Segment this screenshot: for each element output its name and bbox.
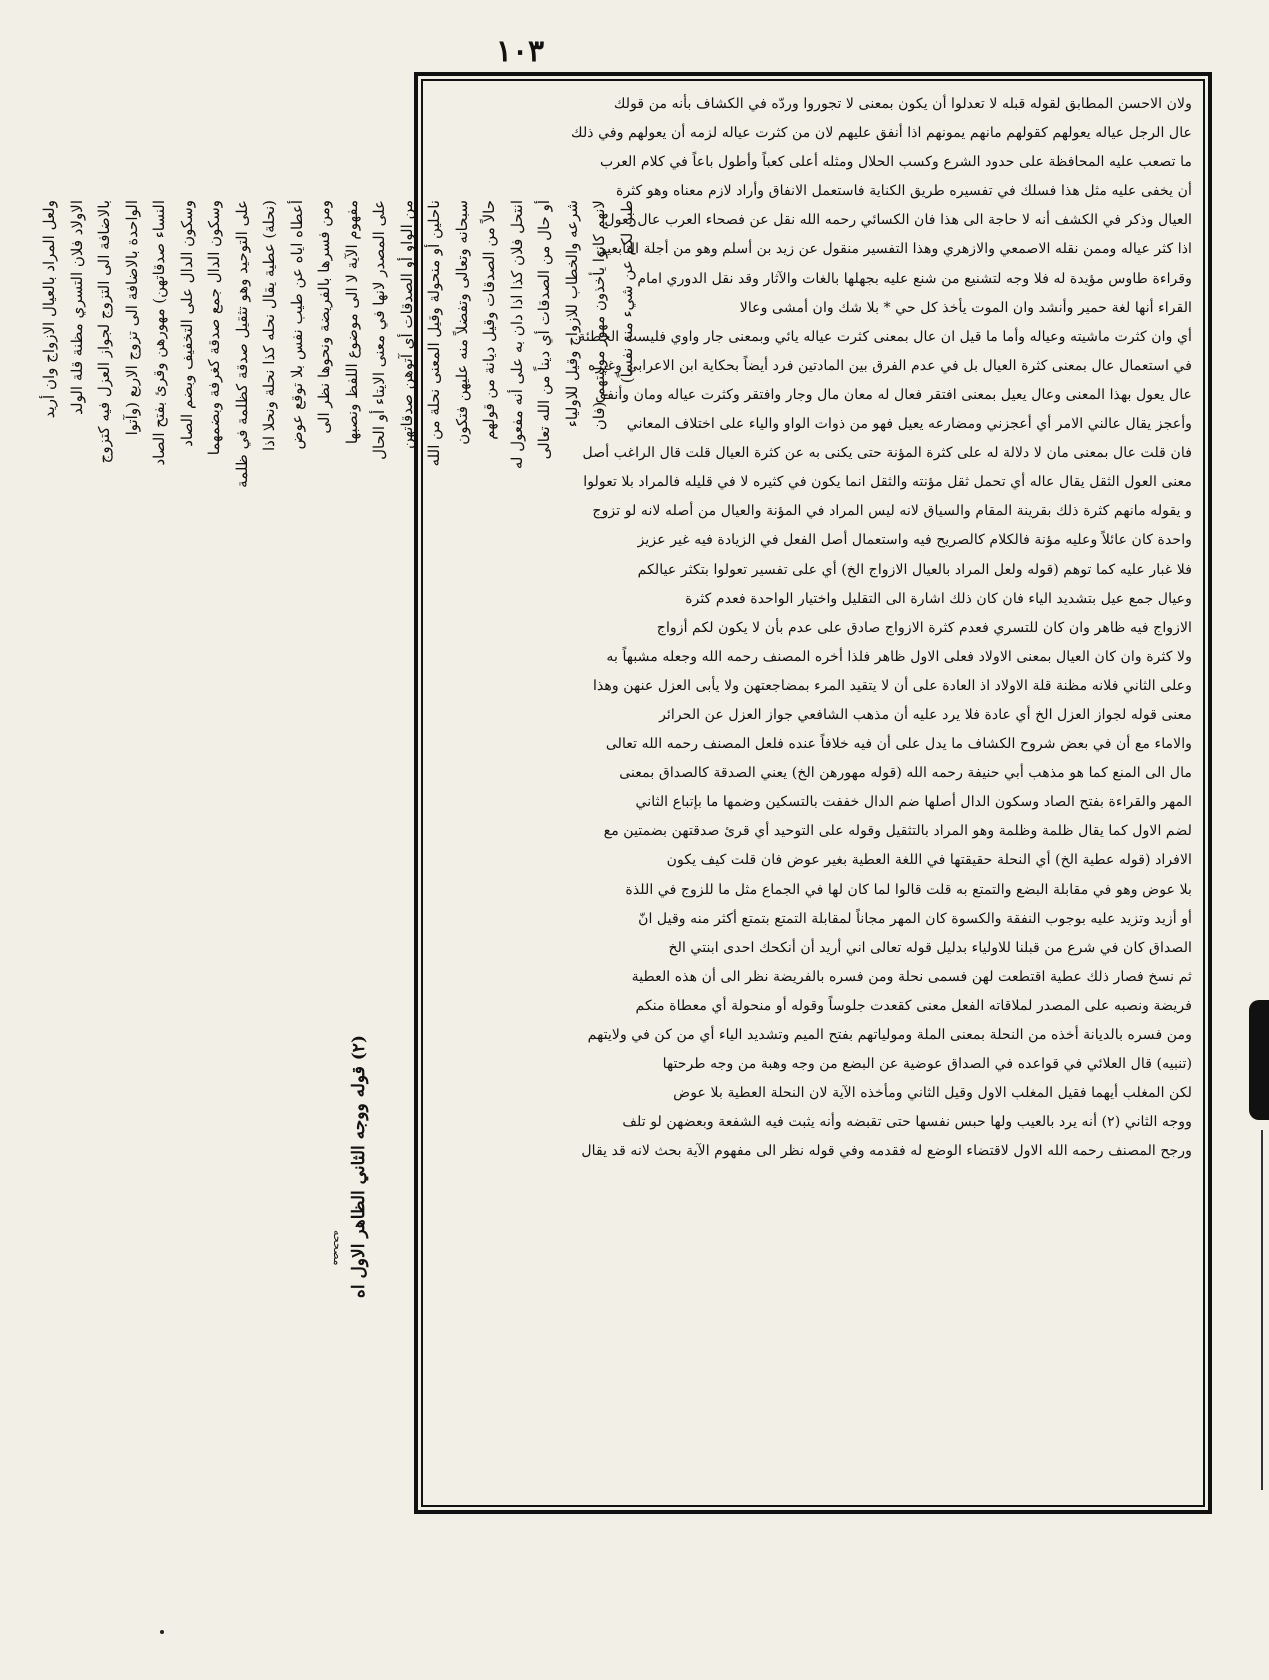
text-line: معنى قوله لجواز العزل الخ أي عادة فلا يرد عليه أن مذهب الشافعي جواز العزل عن الحرائر: [659, 706, 1192, 723]
text-line: و يقوله مانهم كثرة ذلك بقرينة المقام والسياق لانه ليس المراد في المؤنة والعيال من أصله لانه لو تزوج: [592, 503, 1192, 520]
text-line: فلا غبار عليه كما توهم (قوله ولعل المراد بالعيال الازواج الخ) أي على تفسير تعولوا بتكثر عيالكم: [637, 561, 1192, 578]
text-line: القراء أنها لغة حمير وأنشد وان الموت يأخذ كل حي * بلا شك وان أمشى وعالا: [739, 299, 1192, 316]
edge-line: [1261, 1130, 1263, 1490]
margin-line: ولعل المراد بالعيال الازواج وان أريد: [40, 200, 58, 419]
margin-line: أو حال من الصدقات أي ديناً من الله تعالى: [535, 200, 553, 460]
text-line: وعيال جمع عيل بتشديد الياء فان كان ذلك اشارة الى التقليل واختيار الواحدة فعدم كثرة: [685, 590, 1192, 607]
margin-line: ومن فسرها بالفريضة ونحوها نظر الى: [315, 200, 333, 434]
text-line: وقراءة طاوس مؤيدة له فلا وجه لتشنيع من شنع عليه بجهلها بالغات والآثار وقد نقل الدوري امام: [637, 270, 1192, 287]
text-line: فريضة ونصبه على المصدر لملاقاته الفعل معنى كقعدت جلوساً وقوله أو منحولة أي معطاة منكم: [635, 997, 1192, 1014]
text-line: (تنبيه) قال العلائي في قواعده في الصداق عوضية عن البضع من وجه وهبة من وجه طرحتها: [662, 1056, 1192, 1073]
text-line: ومن فسره بالديانة أخذه من النحلة بمعنى الملة ومولياتهم بفتح الميم وتشديد الياء أي من كن في ولايتهم: [587, 1027, 1192, 1043]
text-line: اذا كثر عياله وممن نقله الاصمعي والازهري وهذا التفسير منقول عن زيد بن أسلم وهو من أجلة التابعين: [596, 241, 1192, 258]
text-line: أو أزيد وتزيد عليه بوجوب النفقة والكسوة كان المهر مجاناً لمقابلة التمتع بتمتع أكثر منه وقيل انّ: [638, 910, 1192, 927]
text-line: لكن المغلب أيهما فقيل المغلب الاول وقيل الثاني ومأخذه الآية لان النحلة العطية بلا عوض: [673, 1085, 1192, 1102]
margin-line: طبن لكم عن شيء منه نفساً): [617, 200, 636, 384]
margin-line: سبحانه وتعالى وتفضلاً منه عليهن فتكون: [452, 200, 471, 445]
footnote-label: مصححه: [331, 1230, 344, 1266]
footnote: [348, 1035, 390, 1415]
text-line: فان قلت عال بمعنى مان لا دلالة له على كثرة المؤنة حتى يكنى به عن كثرة العيال قلت قال الراغب أصل: [582, 445, 1192, 462]
margin-line: بالاضافة الى التزوج لجواز العزل فيه كتزوج: [95, 200, 113, 464]
text-line: الصداق كان في شرع من قبلنا للاولياء بدليل قوله تعالى اني أريد أن أنكحك احدى ابنتي الخ: [668, 939, 1192, 956]
main-commentary-text: [434, 90, 1192, 1166]
text-line: الازواج فيه ظاهر وان كان للتسري فعدم كثرة الازواج صادق على عدم بأن لا يكون لكم أزواج: [656, 619, 1192, 636]
ink-speck: [160, 1630, 164, 1634]
text-line: وعلى الثاني فلانه مظنة قلة الاولاد اذ العادة على أن لا يتقيد المرء بمضاجعتهن ولا يأبى العزل عنهن وهذا: [593, 677, 1192, 694]
text-line: ووجه الثاني (٢) أنه يرد بالعيب ولها حبس نفسها حتى تقبضه وأنه يثبت فيه الشفعة وبعضهن لو تلف: [622, 1114, 1192, 1131]
text-line: المهر والقراءة بفتح الصاد وسكون الدال أصلها ضم الدال خففت بالتسكين وضمها ما بإتباع الثاني: [635, 794, 1192, 811]
text-line: ما تصعب عليه المحافظة على حدود الشرع وكسب الحلال ومثله أعلى كعباً وأطول باعاً في كلام العرب: [600, 154, 1192, 171]
margin-line: وسكون الدال جمع صدقة كغرفة وبضمهما: [205, 200, 223, 456]
text-line: معنى العول الثقل يقال عاله أي تحمل ثقل مؤنته والثقل انما يكون في كثيره لا في قليله فالمراد بلا تعولوا: [583, 474, 1192, 491]
margin-line: أعطاه اياه عن طيب نفس بلا توقع عوض: [287, 200, 306, 450]
margin-line: النساء صدقاتهن) مهورهن وقرئ بفتح الصاد: [150, 200, 168, 466]
text-line: والاماء مع أن في بعض شروح الكشاف ما يدل على أن فيه خلافاً عنده فلعل المصنف رحمه الله تعالى: [605, 736, 1192, 753]
margin-commentary: [36, 200, 636, 1020]
margin-line: حالاً من الصدقات وقيل ديانة من قولهم: [480, 200, 498, 440]
text-line: أي وان كثرت ماشيته وعياله وأما ما قيل ان عال بمعنى كثرت عياله يائي وبمعنى جار واوي فليست الخطئة: [578, 328, 1192, 345]
margin-line: من الواو أو الصدقات أي آتوهن صدقاتهن: [397, 200, 416, 450]
margin-line: ناحلين أو منحولة وقيل المعنى نحلة من الله: [425, 200, 443, 467]
margin-line: لانهم كانوا يأخذون مهور موليتهم (فان: [590, 200, 608, 431]
text-line: عال الرجل عياله يعولهم كقولهم مانهم يمونهم اذا أنفق عليهم لان من كثرت عياله لزمه أن يعولهم وفي ذلك: [571, 125, 1192, 142]
margin-line: مفهوم الآية لا الى موضوع اللفظ ونصبها: [342, 200, 361, 445]
edge-blot: [1249, 1000, 1269, 1120]
text-line: واحدة كان عائلاً وعليه مؤنة فالكلام كالصريح فيه واستعمال أصل الفعل في الزيادة فيه غير عزيز: [637, 532, 1192, 549]
main-text-frame: [414, 72, 1212, 1514]
text-line: الافراد (قوله عطية الخ) أي النحلة حقيقتها في اللغة العطية بغير عوض فان قلت كيف يكون: [666, 852, 1192, 869]
text-line: عال يعول بهذا المعنى وعال يعيل بمعنى افتقر فعال له معان مال وجار وافتقر وكثرت عياله ومان وأنفق: [595, 386, 1192, 403]
margin-commentary-text: [36, 200, 636, 1020]
footnote-text: (٢) قوله ووجه الثاني الظاهر الاول اه: [349, 1035, 369, 1299]
text-line: مال الى المنع كما هو مذهب أبي حنيفة رحمه الله (قوله مهورهن الخ) يعني الصدقة كالصداق بمعنى: [619, 765, 1192, 782]
margin-line: (نحلة) عطية يقال نحله كذا نحلة ونحلا اذا: [260, 200, 278, 451]
margin-line: الاولاد فلان التسري مظنة قلة الولد: [67, 200, 86, 415]
text-line: ولا كثرة وان كان العيال بمعنى الاولاد فعلى الاول ظاهر فلذا أخره المصنف رحمه الله وجعله مشبهاً به: [606, 648, 1192, 665]
margin-line: الواحدة بالاضافة الى تزوج الاربع (وآتوا: [122, 200, 141, 436]
margin-line: وسكون الدال على التخفيف وبضم الصاد: [177, 200, 196, 447]
text-line: في استعمال عال بمعنى كثرة العيال بل في عدم الفرق بين المادتين فرد أيضاً بحكاية ابن الاعرابي وغيره: [588, 357, 1192, 374]
margin-line: على المصدر لانها في معنى الايتاء أو الحال: [370, 200, 388, 460]
margin-line: شرعه والخطاب للازواج وقيل للاولياء: [562, 200, 581, 428]
text-line: بلا عوض وهو في مقابلة البضع والتمتع به قلت قالوا لما كان لها في الجماع مثل ما للزوج في اللذة: [625, 881, 1192, 898]
text-line: لضم الاول كما يقال ظلمة وظلمة وهو المراد بالتثقيل وقوله على التوحيد أي قرئ صدقتهن بضمتين مع: [603, 823, 1192, 840]
margin-line: انتحل فلان كذا اذا دان به على أنه مفعول له: [507, 200, 526, 470]
text-line: أن يخفى عليه مثل هذا فسلك في تفسيره طريق الكناية فاستعمل الانفاق وأراد لازم معناه وهو كثرة: [616, 183, 1192, 200]
text-line: وأعجز يقال عالني الامر أي أعجزني ومضارعه يعيل فهو من ذوات الواو والياء على اختلاف المعاني: [626, 416, 1192, 433]
margin-line: على التوحيد وهو تثقيل صدقة كظلمة في ظلمة: [232, 200, 251, 488]
text-line: العيال وذكر في الكشف أنه لا حاجة الى هذا فان الكسائي رحمه الله نقل عن فصحاء العرب عال يعول: [604, 212, 1192, 229]
text-line: ولان الاحسن المطابق لقوله قبله لا تعدلوا أن يكون بمعنى لا تجوروا وردّه في الكشاف بأنه من قولك: [613, 96, 1192, 112]
text-line: ثم نسخ فصار ذلك عطية اقتطعت لهن فسمى نحلة ومن فسره بالفريضة نظر الى أن هذه العطية: [631, 968, 1192, 985]
page-number: ١٠٣: [495, 34, 545, 69]
text-line: ورجح المصنف رحمه الله الاول لاقتضاء الوضع له فقدمه وفي قوله نظر الى مفهوم الآية بحث لانه قد يقال: [581, 1143, 1192, 1160]
